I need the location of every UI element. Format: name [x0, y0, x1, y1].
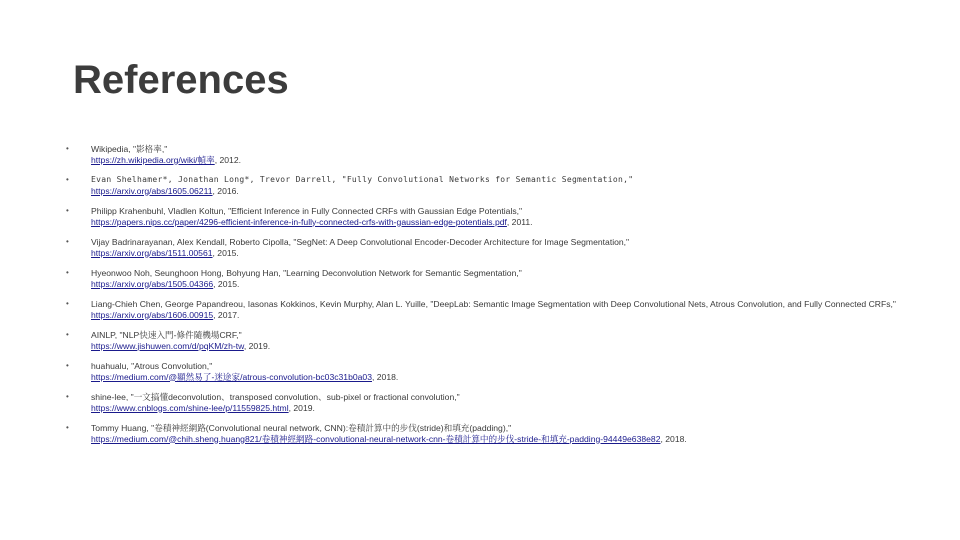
- bullet-icon: •: [66, 268, 69, 277]
- reference-item: [66, 330, 926, 351]
- reference-text: Vijay Badrinarayanan, Alex Kendall, Roberto Cipolla, "SegNet: A Deep Convolutional Encoder-Decoder Architecture for Image Segmentation,": [91, 237, 630, 247]
- bullet-icon: •: [66, 237, 69, 246]
- bullet-icon: •: [66, 299, 69, 308]
- bullet-icon: •: [66, 330, 69, 339]
- reference-item: [66, 175, 926, 196]
- bullet-icon: •: [66, 144, 69, 153]
- reference-year: , 2018.: [660, 433, 687, 444]
- reference-link[interactable]: https://arxiv.org/abs/1606.00915: [91, 309, 214, 320]
- reference-year: , 2011.: [506, 216, 533, 227]
- reference-item: [66, 423, 926, 444]
- reference-text: Evan Shelhamer*, Jonathan Long*, Trevor Darrell, "Fully Convolutional Networks for Semantic Segmentation,": [91, 175, 634, 184]
- bullet-icon: •: [66, 423, 69, 432]
- reference-year: , 2015.: [212, 247, 239, 258]
- bullet-icon: •: [66, 361, 69, 370]
- reference-text: Wikipedia, "影格率,": [91, 144, 168, 154]
- reference-link[interactable]: https://arxiv.org/abs/1511.00561: [91, 247, 213, 258]
- reference-text: shine-lee, "一文搞懂deconvolution、transposed convolution、sub-pixel or fractional convolution,": [91, 392, 460, 402]
- reference-text: huahualu, "Atrous Convolution,": [91, 361, 213, 371]
- reference-text: Tommy Huang, "卷積神經網路(Convolutional neural network, CNN):卷積計算中的步伐(stride)和填充(padding),": [91, 423, 512, 433]
- reference-item: [66, 361, 926, 382]
- reference-link[interactable]: https://medium.com/@chih.sheng.huang821/卷積神經網路-convolutional-neural-network-cnn-卷積計算中的步伐-stride-和填充-padding-94449e638e82: [91, 433, 661, 444]
- reference-item: [66, 144, 926, 165]
- bullet-icon: •: [66, 206, 69, 215]
- reference-item: [66, 268, 926, 289]
- bullet-icon: •: [66, 175, 69, 184]
- reference-text: Philipp Krahenbuhl, Vladlen Koltun, "Efficient Inference in Fully Connected CRFs with Gaussian Edge Potentials,": [91, 206, 523, 216]
- reference-list: [66, 144, 926, 444]
- reference-year: , 2018.: [371, 371, 399, 382]
- reference-year: , 2019.: [288, 402, 315, 413]
- reference-link[interactable]: https://www.jishuwen.com/d/pqKM/zh-tw: [91, 340, 244, 351]
- reference-item: [66, 206, 926, 227]
- reference-year: , 2017.: [213, 309, 240, 320]
- reference-link[interactable]: https://arxiv.org/abs/1505.04366: [91, 278, 214, 289]
- reference-text: Hyeonwoo Noh, Seunghoon Hong, Bohyung Han, "Learning Deconvolution Network for Semantic Segmentation,": [91, 268, 522, 278]
- reference-link[interactable]: https://medium.com/@顯然易了-迷途家/atrous-convolution-bc03c31b0a03: [91, 371, 372, 382]
- reference-link[interactable]: https://papers.nips.cc/paper/4296-efficient-inference-in-fully-connected-crfs-with-gaussian-edge-potentials.pdf: [91, 216, 507, 227]
- reference-year: , 2016.: [212, 185, 239, 196]
- reference-link[interactable]: https://zh.wikipedia.org/wiki/幀率: [91, 154, 215, 165]
- reference-item: [66, 299, 926, 320]
- reference-link[interactable]: https://www.cnblogs.com/shine-lee/p/11559825.html: [91, 402, 289, 413]
- slide-title: References: [73, 58, 289, 102]
- reference-item: [66, 237, 926, 258]
- reference-year: , 2015.: [213, 278, 240, 289]
- reference-year: , 2012.: [214, 154, 241, 165]
- reference-text: Liang-Chieh Chen, George Papandreou, Iasonas Kokkinos, Kevin Murphy, Alan L. Yuille, "DeepLab: Semantic Image Segmentation with Deep Convolutional Nets, Atrous Convolution, and Fully Connected CRFs,": [91, 299, 896, 309]
- bullet-icon: •: [66, 392, 69, 401]
- reference-year: , 2019.: [243, 340, 271, 351]
- reference-text: AINLP, "NLP快速入門-條件隨機場CRF,": [91, 330, 242, 340]
- reference-item: [66, 392, 926, 413]
- reference-link[interactable]: https://arxiv.org/abs/1605.06211: [91, 185, 213, 196]
